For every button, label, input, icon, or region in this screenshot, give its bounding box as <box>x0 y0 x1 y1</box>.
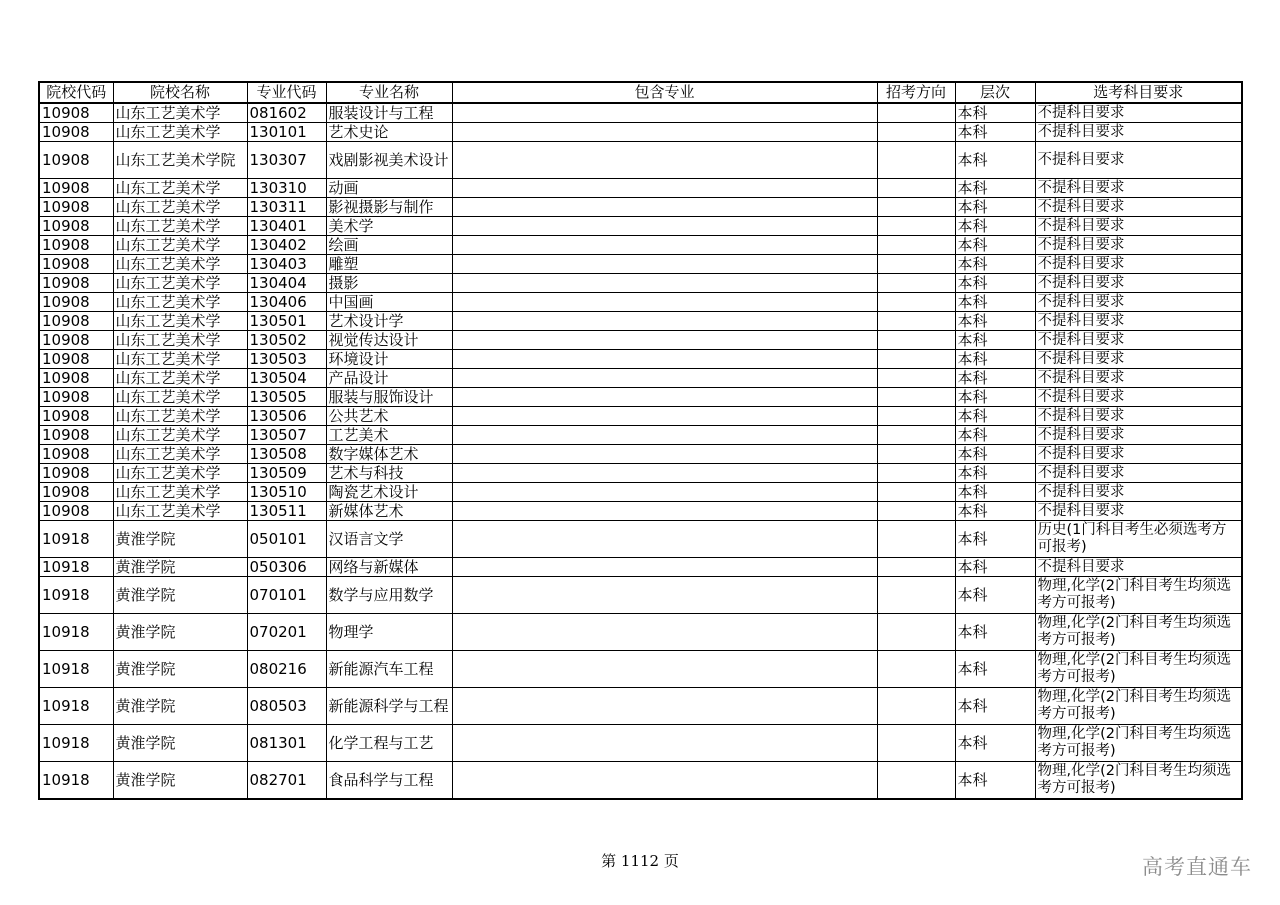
level-cell: 本科 <box>955 407 1035 426</box>
table-row <box>39 521 1242 558</box>
table-row <box>39 369 1242 388</box>
school-code-cell: 10908 <box>39 293 113 312</box>
major-name-cell: 物理学 <box>326 614 452 651</box>
major-code-cell: 130505 <box>247 388 326 407</box>
subject-requirement-cell: 物理,化学(2门科目考生均须选考方可报考) <box>1035 725 1242 762</box>
level-cell: 本科 <box>955 558 1035 577</box>
subject-requirement-cell: 不提科目要求 <box>1035 293 1242 312</box>
major-code-cell: 082701 <box>247 762 326 800</box>
school-code-cell: 10908 <box>39 369 113 388</box>
school-code-cell: 10908 <box>39 142 113 179</box>
major-name-cell: 服装设计与工程 <box>326 103 452 123</box>
table-row <box>39 426 1242 445</box>
included-majors-cell <box>452 331 877 350</box>
subject-requirement-cell: 不提科目要求 <box>1035 103 1242 123</box>
direction-cell <box>877 651 955 688</box>
included-majors-cell <box>452 236 877 255</box>
school-name-cell: 黄淮学院 <box>113 521 247 558</box>
subject-requirement-cell: 不提科目要求 <box>1035 179 1242 198</box>
direction-cell <box>877 688 955 725</box>
header-major-name: 专业名称 <box>326 82 452 103</box>
major-name-cell: 视觉传达设计 <box>326 331 452 350</box>
table-row <box>39 502 1242 521</box>
direction-cell <box>877 142 955 179</box>
subject-requirement-cell: 不提科目要求 <box>1035 312 1242 331</box>
direction-cell <box>877 577 955 614</box>
major-code-cell: 130503 <box>247 350 326 369</box>
major-code-cell: 130509 <box>247 464 326 483</box>
major-name-cell: 数学与应用数学 <box>326 577 452 614</box>
subject-requirement-cell: 不提科目要求 <box>1035 142 1242 179</box>
school-name-cell: 黄淮学院 <box>113 725 247 762</box>
major-name-cell: 汉语言文学 <box>326 521 452 558</box>
direction-cell <box>877 464 955 483</box>
subject-requirement-cell: 不提科目要求 <box>1035 331 1242 350</box>
included-majors-cell <box>452 577 877 614</box>
subject-requirement-cell: 不提科目要求 <box>1035 123 1242 142</box>
major-code-cell: 081301 <box>247 725 326 762</box>
subject-requirement-cell: 不提科目要求 <box>1035 388 1242 407</box>
included-majors-cell <box>452 445 877 464</box>
school-code-cell: 10908 <box>39 236 113 255</box>
major-name-cell: 陶瓷艺术设计 <box>326 483 452 502</box>
included-majors-cell <box>452 407 877 426</box>
level-cell: 本科 <box>955 236 1035 255</box>
major-code-cell: 130311 <box>247 198 326 217</box>
included-majors-cell <box>452 274 877 293</box>
major-code-cell: 130508 <box>247 445 326 464</box>
major-name-cell: 工艺美术 <box>326 426 452 445</box>
school-name-cell: 山东工艺美术学 <box>113 407 247 426</box>
school-code-cell: 10908 <box>39 445 113 464</box>
school-name-cell: 山东工艺美术学 <box>113 464 247 483</box>
table-row <box>39 725 1242 762</box>
direction-cell <box>877 407 955 426</box>
table-row <box>39 123 1242 142</box>
school-code-cell: 10918 <box>39 558 113 577</box>
table-row <box>39 274 1242 293</box>
subject-requirement-cell: 物理,化学(2门科目考生均须选考方可报考) <box>1035 651 1242 688</box>
table-row <box>39 255 1242 274</box>
included-majors-cell <box>452 426 877 445</box>
direction-cell <box>877 762 955 800</box>
header-school-code: 院校代码 <box>39 82 113 103</box>
school-name-cell: 山东工艺美术学 <box>113 255 247 274</box>
school-name-cell: 山东工艺美术学 <box>113 293 247 312</box>
school-name-cell: 黄淮学院 <box>113 762 247 800</box>
level-cell: 本科 <box>955 502 1035 521</box>
included-majors-cell <box>452 179 877 198</box>
direction-cell <box>877 255 955 274</box>
major-name-cell: 服装与服饰设计 <box>326 388 452 407</box>
level-cell: 本科 <box>955 255 1035 274</box>
major-code-cell: 130101 <box>247 123 326 142</box>
included-majors-cell <box>452 255 877 274</box>
included-majors-cell <box>452 198 877 217</box>
direction-cell <box>877 331 955 350</box>
major-code-cell: 130402 <box>247 236 326 255</box>
major-code-cell: 080216 <box>247 651 326 688</box>
school-name-cell: 山东工艺美术学 <box>113 331 247 350</box>
subject-requirement-cell: 物理,化学(2门科目考生均须选考方可报考) <box>1035 762 1242 800</box>
school-code-cell: 10908 <box>39 255 113 274</box>
school-code-cell: 10908 <box>39 312 113 331</box>
school-name-cell: 山东工艺美术学 <box>113 312 247 331</box>
school-code-cell: 10918 <box>39 521 113 558</box>
school-code-cell: 10918 <box>39 762 113 800</box>
direction-cell <box>877 350 955 369</box>
included-majors-cell <box>452 388 877 407</box>
school-name-cell: 山东工艺美术学 <box>113 123 247 142</box>
school-code-cell: 10908 <box>39 179 113 198</box>
included-majors-cell <box>452 558 877 577</box>
major-name-cell: 美术学 <box>326 217 452 236</box>
included-majors-cell <box>452 502 877 521</box>
direction-cell <box>877 312 955 331</box>
major-name-cell: 艺术设计学 <box>326 312 452 331</box>
major-name-cell: 化学工程与工艺 <box>326 725 452 762</box>
subject-requirement-cell: 物理,化学(2门科目考生均须选考方可报考) <box>1035 614 1242 651</box>
level-cell: 本科 <box>955 198 1035 217</box>
major-name-cell: 雕塑 <box>326 255 452 274</box>
level-cell: 本科 <box>955 483 1035 502</box>
direction-cell <box>877 426 955 445</box>
subject-requirement-cell: 历史(1门科目考生必须选考方可报考) <box>1035 521 1242 558</box>
included-majors-cell <box>452 464 877 483</box>
table-row <box>39 142 1242 179</box>
direction-cell <box>877 179 955 198</box>
subject-requirement-cell: 不提科目要求 <box>1035 369 1242 388</box>
major-code-cell: 050306 <box>247 558 326 577</box>
school-name-cell: 山东工艺美术学 <box>113 103 247 123</box>
table-row <box>39 312 1242 331</box>
major-name-cell: 产品设计 <box>326 369 452 388</box>
included-majors-cell <box>452 688 877 725</box>
school-name-cell: 黄淮学院 <box>113 558 247 577</box>
admission-table <box>38 81 1243 800</box>
watermark: 高考直通车 <box>1142 855 1252 879</box>
school-code-cell: 10908 <box>39 502 113 521</box>
table-row <box>39 445 1242 464</box>
school-code-cell: 10908 <box>39 198 113 217</box>
level-cell: 本科 <box>955 614 1035 651</box>
subject-requirement-cell: 不提科目要求 <box>1035 407 1242 426</box>
table-row <box>39 331 1242 350</box>
table-row <box>39 388 1242 407</box>
included-majors-cell <box>452 350 877 369</box>
table-row <box>39 198 1242 217</box>
direction-cell <box>877 521 955 558</box>
direction-cell <box>877 217 955 236</box>
level-cell: 本科 <box>955 464 1035 483</box>
included-majors-cell <box>452 217 877 236</box>
subject-requirement-cell: 不提科目要求 <box>1035 236 1242 255</box>
table-row <box>39 350 1242 369</box>
major-code-cell: 130504 <box>247 369 326 388</box>
major-code-cell: 070101 <box>247 577 326 614</box>
school-code-cell: 10908 <box>39 388 113 407</box>
school-name-cell: 山东工艺美术学 <box>113 198 247 217</box>
included-majors-cell <box>452 142 877 179</box>
included-majors-cell <box>452 521 877 558</box>
school-name-cell: 黄淮学院 <box>113 614 247 651</box>
header-row <box>39 82 1242 103</box>
subject-requirement-cell: 不提科目要求 <box>1035 217 1242 236</box>
direction-cell <box>877 236 955 255</box>
school-code-cell: 10918 <box>39 725 113 762</box>
direction-cell <box>877 502 955 521</box>
table-row <box>39 558 1242 577</box>
school-code-cell: 10918 <box>39 688 113 725</box>
school-name-cell: 山东工艺美术学院 <box>113 142 247 179</box>
level-cell: 本科 <box>955 577 1035 614</box>
major-code-cell: 130406 <box>247 293 326 312</box>
level-cell: 本科 <box>955 651 1035 688</box>
header-major-code: 专业代码 <box>247 82 326 103</box>
major-code-cell: 130401 <box>247 217 326 236</box>
major-code-cell: 130507 <box>247 426 326 445</box>
major-code-cell: 130307 <box>247 142 326 179</box>
school-name-cell: 山东工艺美术学 <box>113 350 247 369</box>
level-cell: 本科 <box>955 350 1035 369</box>
major-code-cell: 130310 <box>247 179 326 198</box>
table-row <box>39 577 1242 614</box>
table-row <box>39 464 1242 483</box>
level-cell: 本科 <box>955 388 1035 407</box>
included-majors-cell <box>452 651 877 688</box>
included-majors-cell <box>452 725 877 762</box>
level-cell: 本科 <box>955 521 1035 558</box>
major-name-cell: 艺术史论 <box>326 123 452 142</box>
level-cell: 本科 <box>955 103 1035 123</box>
school-code-cell: 10918 <box>39 614 113 651</box>
school-code-cell: 10908 <box>39 464 113 483</box>
included-majors-cell <box>452 762 877 800</box>
major-name-cell: 数字媒体艺术 <box>326 445 452 464</box>
level-cell: 本科 <box>955 331 1035 350</box>
school-name-cell: 黄淮学院 <box>113 688 247 725</box>
table-body <box>39 103 1242 799</box>
direction-cell <box>877 198 955 217</box>
level-cell: 本科 <box>955 179 1035 198</box>
school-name-cell: 山东工艺美术学 <box>113 217 247 236</box>
major-name-cell: 中国画 <box>326 293 452 312</box>
subject-requirement-cell: 不提科目要求 <box>1035 464 1242 483</box>
school-name-cell: 黄淮学院 <box>113 651 247 688</box>
included-majors-cell <box>452 614 877 651</box>
school-code-cell: 10908 <box>39 123 113 142</box>
direction-cell <box>877 369 955 388</box>
level-cell: 本科 <box>955 217 1035 236</box>
school-name-cell: 山东工艺美术学 <box>113 388 247 407</box>
table-row <box>39 293 1242 312</box>
included-majors-cell <box>452 123 877 142</box>
header-subject-requirement: 选考科目要求 <box>1035 82 1242 103</box>
school-code-cell: 10918 <box>39 577 113 614</box>
level-cell: 本科 <box>955 142 1035 179</box>
included-majors-cell <box>452 483 877 502</box>
major-name-cell: 公共艺术 <box>326 407 452 426</box>
school-code-cell: 10908 <box>39 103 113 123</box>
major-name-cell: 新能源科学与工程 <box>326 688 452 725</box>
level-cell: 本科 <box>955 369 1035 388</box>
level-cell: 本科 <box>955 312 1035 331</box>
school-name-cell: 山东工艺美术学 <box>113 445 247 464</box>
level-cell: 本科 <box>955 725 1035 762</box>
included-majors-cell <box>452 293 877 312</box>
direction-cell <box>877 614 955 651</box>
table-row <box>39 217 1242 236</box>
school-code-cell: 10908 <box>39 426 113 445</box>
school-code-cell: 10908 <box>39 331 113 350</box>
subject-requirement-cell: 不提科目要求 <box>1035 483 1242 502</box>
major-name-cell: 艺术与科技 <box>326 464 452 483</box>
level-cell: 本科 <box>955 762 1035 800</box>
major-code-cell: 130510 <box>247 483 326 502</box>
subject-requirement-cell: 不提科目要求 <box>1035 350 1242 369</box>
level-cell: 本科 <box>955 293 1035 312</box>
subject-requirement-cell: 不提科目要求 <box>1035 255 1242 274</box>
direction-cell <box>877 725 955 762</box>
subject-requirement-cell: 物理,化学(2门科目考生均须选考方可报考) <box>1035 577 1242 614</box>
school-name-cell: 山东工艺美术学 <box>113 426 247 445</box>
major-name-cell: 绘画 <box>326 236 452 255</box>
header-school-name: 院校名称 <box>113 82 247 103</box>
school-name-cell: 山东工艺美术学 <box>113 502 247 521</box>
major-code-cell: 050101 <box>247 521 326 558</box>
school-name-cell: 山东工艺美术学 <box>113 483 247 502</box>
direction-cell <box>877 483 955 502</box>
direction-cell <box>877 558 955 577</box>
direction-cell <box>877 388 955 407</box>
included-majors-cell <box>452 369 877 388</box>
included-majors-cell <box>452 312 877 331</box>
included-majors-cell <box>452 103 877 123</box>
direction-cell <box>877 274 955 293</box>
major-name-cell: 摄影 <box>326 274 452 293</box>
major-code-cell: 130403 <box>247 255 326 274</box>
school-code-cell: 10908 <box>39 217 113 236</box>
table-row <box>39 614 1242 651</box>
major-code-cell: 130501 <box>247 312 326 331</box>
direction-cell <box>877 293 955 312</box>
subject-requirement-cell: 不提科目要求 <box>1035 502 1242 521</box>
major-code-cell: 130404 <box>247 274 326 293</box>
school-name-cell: 山东工艺美术学 <box>113 369 247 388</box>
level-cell: 本科 <box>955 426 1035 445</box>
major-code-cell: 070201 <box>247 614 326 651</box>
major-name-cell: 新能源汽车工程 <box>326 651 452 688</box>
major-name-cell: 动画 <box>326 179 452 198</box>
major-code-cell: 130511 <box>247 502 326 521</box>
level-cell: 本科 <box>955 445 1035 464</box>
table-row <box>39 407 1242 426</box>
subject-requirement-cell: 不提科目要求 <box>1035 426 1242 445</box>
level-cell: 本科 <box>955 688 1035 725</box>
subject-requirement-cell: 物理,化学(2门科目考生均须选考方可报考) <box>1035 688 1242 725</box>
major-name-cell: 网络与新媒体 <box>326 558 452 577</box>
level-cell: 本科 <box>955 123 1035 142</box>
school-code-cell: 10908 <box>39 350 113 369</box>
school-code-cell: 10908 <box>39 274 113 293</box>
header-included-majors: 包含专业 <box>452 82 877 103</box>
school-code-cell: 10908 <box>39 483 113 502</box>
school-name-cell: 山东工艺美术学 <box>113 274 247 293</box>
major-name-cell: 影视摄影与制作 <box>326 198 452 217</box>
header-direction: 招考方向 <box>877 82 955 103</box>
major-code-cell: 080503 <box>247 688 326 725</box>
major-name-cell: 环境设计 <box>326 350 452 369</box>
major-name-cell: 食品科学与工程 <box>326 762 452 800</box>
table-row <box>39 688 1242 725</box>
table-row <box>39 483 1242 502</box>
table-row <box>39 179 1242 198</box>
major-code-cell: 081602 <box>247 103 326 123</box>
major-code-cell: 130502 <box>247 331 326 350</box>
school-name-cell: 山东工艺美术学 <box>113 236 247 255</box>
direction-cell <box>877 103 955 123</box>
major-code-cell: 130506 <box>247 407 326 426</box>
school-code-cell: 10908 <box>39 407 113 426</box>
school-code-cell: 10918 <box>39 651 113 688</box>
direction-cell <box>877 445 955 464</box>
level-cell: 本科 <box>955 274 1035 293</box>
subject-requirement-cell: 不提科目要求 <box>1035 558 1242 577</box>
subject-requirement-cell: 不提科目要求 <box>1035 198 1242 217</box>
table-row <box>39 236 1242 255</box>
table-row <box>39 651 1242 688</box>
header-level: 层次 <box>955 82 1035 103</box>
school-name-cell: 黄淮学院 <box>113 577 247 614</box>
subject-requirement-cell: 不提科目要求 <box>1035 445 1242 464</box>
table-row <box>39 103 1242 123</box>
table-row <box>39 762 1242 800</box>
school-name-cell: 山东工艺美术学 <box>113 179 247 198</box>
direction-cell <box>877 123 955 142</box>
page-number: 第 1112 页 <box>601 852 679 870</box>
major-name-cell: 戏剧影视美术设计 <box>326 142 452 179</box>
subject-requirement-cell: 不提科目要求 <box>1035 274 1242 293</box>
major-name-cell: 新媒体艺术 <box>326 502 452 521</box>
